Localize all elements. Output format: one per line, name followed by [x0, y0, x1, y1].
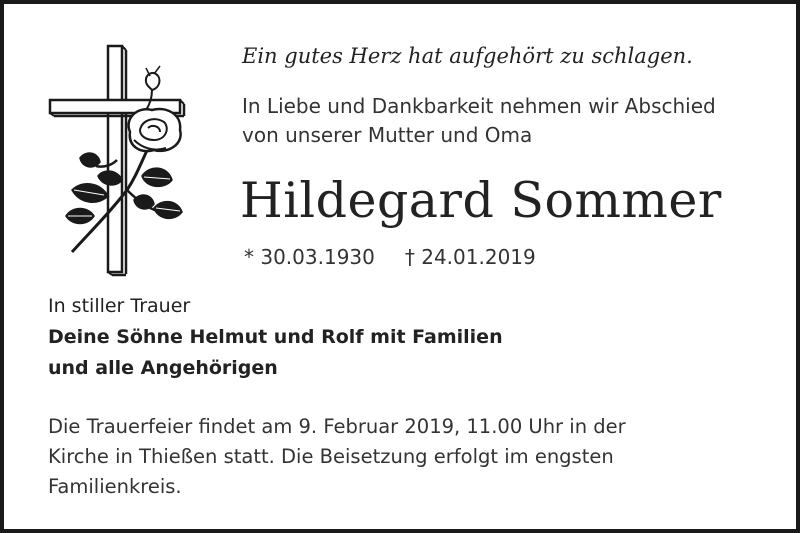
deceased-name: Hildegard Sommer — [240, 172, 722, 229]
rose-icon — [66, 66, 182, 252]
intro-line: In Liebe und Dankbarkeit nehmen wir Abschied — [242, 94, 716, 118]
service-info — [48, 412, 748, 502]
mourners-block — [48, 291, 503, 384]
service-line: Kirche in Thießen statt. Die Beisetzung erfolgt im engsten — [48, 445, 614, 468]
cross-with-rose-icon — [42, 40, 192, 280]
mourners-line: und alle Angehörigen — [48, 357, 278, 379]
birth-date: * 30.03.1930 — [244, 245, 375, 269]
life-dates — [244, 245, 536, 269]
intro-line: von unserer Mutter und Oma — [242, 123, 533, 147]
service-line: Die Trauerfeier findet am 9. Februar 2019, 11.00 Uhr in der — [48, 415, 626, 438]
mourning-label: In stiller Trauer — [48, 295, 191, 317]
death-date: † 24.01.2019 — [404, 245, 536, 269]
service-line: Familienkreis. — [48, 475, 182, 498]
intro-text — [242, 92, 716, 150]
mourners-line: Deine Söhne Helmut und Rolf mit Familien — [48, 326, 503, 348]
motto: Ein gutes Herz hat aufgehört zu schlagen. — [242, 44, 693, 68]
